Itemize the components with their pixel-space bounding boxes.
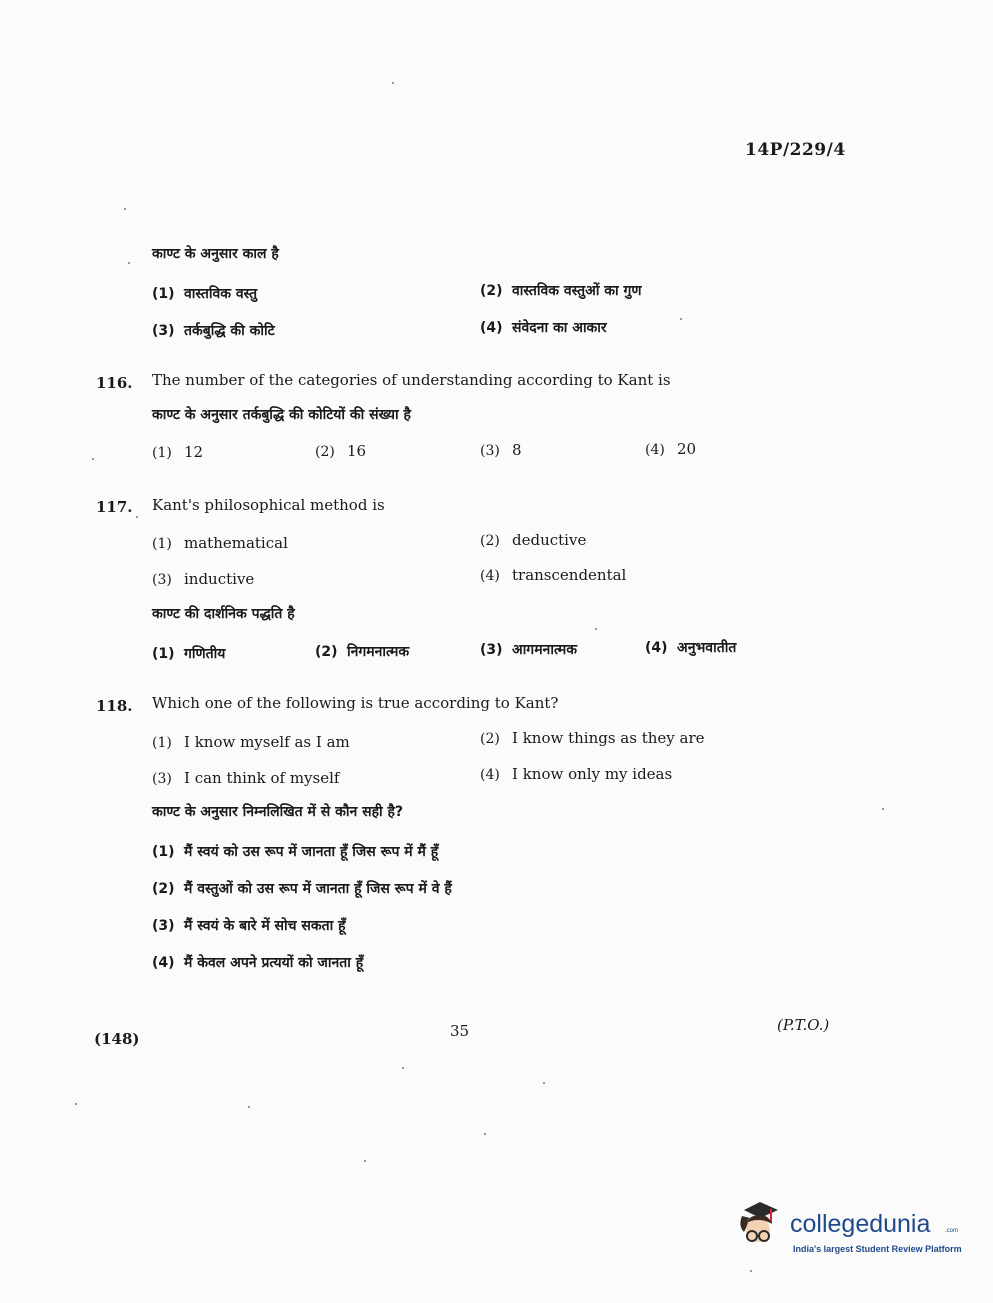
option-2-hi: (2) निगमनात्मक	[315, 644, 410, 660]
option-2: (2) 16	[315, 442, 367, 460]
option-3-hi: (3) मैं स्वयं के बारे में सोच सकता हूँ	[152, 918, 346, 934]
mascot-icon	[736, 1198, 784, 1254]
page-number: 35	[450, 1022, 470, 1040]
option-4: (4) I know only my ideas	[480, 765, 673, 783]
option-1-hi: (1) मैं स्वयं को उस रूप में जानता हूँ जिस रूप में मैं हूँ	[152, 844, 439, 860]
question-text-hi: काण्ट के अनुसार तर्कबुद्धि की कोटियों की संख्या है	[152, 407, 411, 423]
option-3: (3) तर्कबुद्धि की कोटि	[152, 323, 275, 339]
option-3: (3) 8	[480, 441, 522, 459]
option-3: (3) I can think of myself	[152, 769, 340, 787]
question-text-en: Which one of the following is true according to Kant?	[152, 694, 559, 712]
option-4: (4) 20	[645, 440, 697, 458]
question-text-en: The number of the categories of understanding according to Kant is	[152, 371, 671, 389]
option-1-hi: (1) गणितीय	[152, 646, 226, 662]
question-text-hi: काण्ट के अनुसार निम्नलिखित में से कौन सही है?	[152, 804, 404, 820]
option-2: (2) I know things as they are	[480, 729, 705, 747]
brand-tagline: India's largest Student Review Platform	[793, 1244, 962, 1254]
question-number: 118.	[96, 697, 133, 715]
paper-code: 14P/229/4	[745, 140, 846, 160]
brand-domain: .com	[945, 1228, 959, 1234]
option-2-hi: (2) मैं वस्तुओं को उस रूप में जानता हूँ जिस रूप में वे हैं	[152, 881, 452, 897]
question-number: 117.	[96, 498, 133, 516]
option-4-hi: (4) अनुभवातीत	[645, 640, 737, 656]
brand-name: collegedunia	[790, 1210, 931, 1238]
option-1: (1) वास्तविक वस्तु	[152, 286, 258, 302]
option-1: (1) 12	[152, 443, 204, 461]
option-2: (2) वास्तविक वस्तुओं का गुण	[480, 283, 642, 299]
pto-note: (P.T.O.)	[777, 1016, 830, 1034]
option-4: (4) संवेदना का आकार	[480, 320, 607, 336]
question-number: 116.	[96, 374, 133, 392]
option-2: (2) deductive	[480, 531, 587, 549]
option-1: (1) I know myself as I am	[152, 733, 350, 751]
footer-code: (148)	[94, 1030, 140, 1048]
question-text-hi: काण्ट की दार्शनिक पद्धति है	[152, 606, 295, 622]
option-3-hi: (3) आगमनात्मक	[480, 642, 578, 658]
option-3: (3) inductive	[152, 570, 255, 588]
option-4-hi: (4) मैं केवल अपने प्रत्ययों को जानता हूँ	[152, 955, 364, 971]
collegedunia-logo	[736, 1198, 784, 1254]
option-1: (1) mathematical	[152, 534, 288, 552]
question-text-en: Kant's philosophical method is	[152, 496, 385, 514]
option-4: (4) transcendental	[480, 566, 627, 584]
question-text-hi: काण्ट के अनुसार काल है	[152, 246, 279, 262]
